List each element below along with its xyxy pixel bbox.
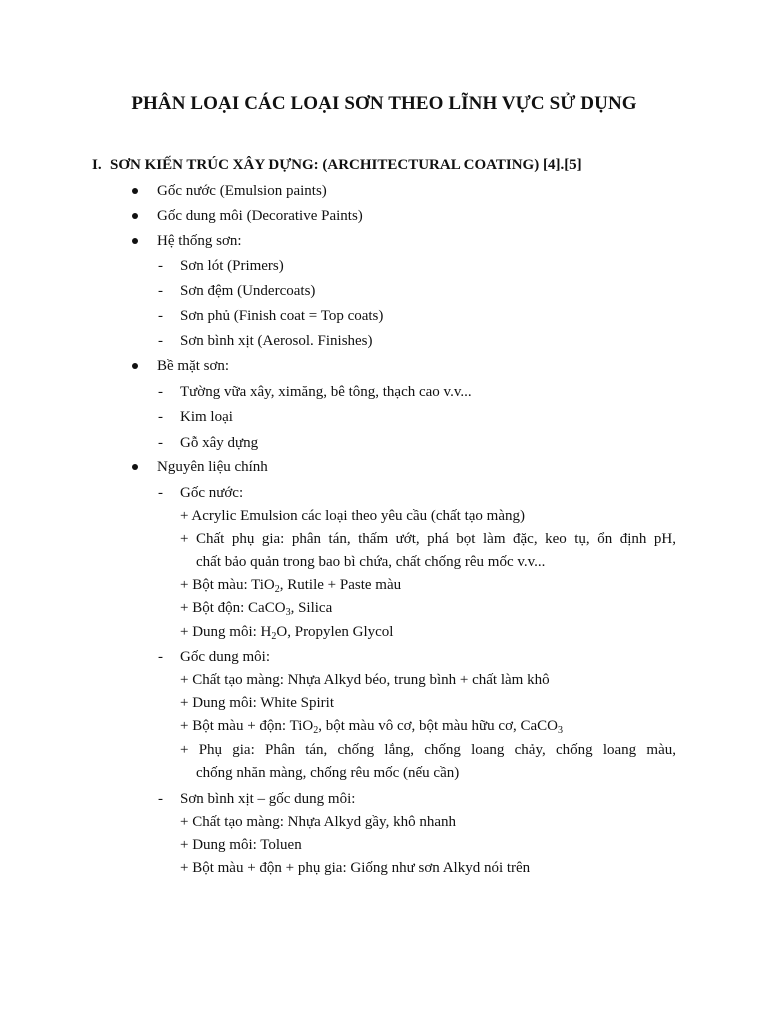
bullet-raw-materials: Nguyên liệu chính bbox=[157, 459, 268, 475]
solvent-additives-cont: chống nhăn màng, chống rêu mốc (nếu cần) bbox=[196, 765, 460, 781]
surface-wood: Gỗ xây dựng bbox=[180, 435, 259, 451]
page-title: PHÂN LOẠI CÁC LOẠI SƠN THEO LĨNH VỰC SỬ DỤNG bbox=[131, 93, 637, 114]
water-solvent: + Dung môi: $H_2O$, Propylen Glycol bbox=[180, 624, 394, 642]
dash-marker: - bbox=[158, 409, 163, 425]
section-heading bbox=[92, 157, 582, 174]
bullet-water-based: Gốc nước (Emulsion paints) bbox=[157, 183, 327, 199]
surface-masonry: Tường vữa xây, ximăng, bê tông, thạch cao v.v... bbox=[180, 384, 472, 400]
bullet-icon bbox=[132, 213, 138, 219]
dash-marker: - bbox=[158, 258, 163, 274]
dash-marker: - bbox=[158, 308, 163, 324]
aerosol-binder: + Chất tạo màng: Nhựa Alkyd gầy, khô nhanh bbox=[180, 814, 456, 830]
water-pigment: + Bột màu: TiO$_2$, Rutile + Paste màu bbox=[180, 577, 402, 595]
solvent-white-spirit: + Dung môi: White Spirit bbox=[180, 695, 335, 711]
bullet-icon bbox=[132, 363, 138, 369]
dash-marker: - bbox=[158, 791, 163, 807]
dash-marker: - bbox=[158, 485, 163, 501]
system-undercoats: Sơn đệm (Undercoats) bbox=[180, 283, 316, 299]
aerosol-toluene: + Dung môi: Toluen bbox=[180, 837, 302, 853]
solvent-label: Gốc dung môi: bbox=[180, 649, 270, 665]
water-filler: + Bột độn: CaCO$_3$, Silica bbox=[180, 600, 333, 618]
system-aerosol: Sơn bình xịt (Aerosol. Finishes) bbox=[180, 333, 373, 349]
water-label: Gốc nước: bbox=[180, 485, 244, 501]
dash-marker: - bbox=[158, 435, 163, 451]
dash-marker: - bbox=[158, 333, 163, 349]
bullet-icon bbox=[132, 238, 138, 244]
bullet-solvent-based: Gốc dung môi (Decorative Paints) bbox=[157, 208, 363, 224]
solvent-pigment: + Bột màu + độn: TiO$_2$, bột màu vô cơ, bột màu hữu cơ, CaCO$_3$ bbox=[180, 718, 563, 736]
bullet-surface: Bề mặt sơn: bbox=[157, 358, 230, 374]
dash-marker: - bbox=[158, 283, 163, 299]
solvent-additives: + Phụ gia: Phân tán, chống lắng, chống loang chảy, chống loang màu, bbox=[180, 742, 676, 758]
aerosol-pigment: + Bột màu + độn + phụ gia: Giống như sơn Alkyd nói trên bbox=[180, 860, 531, 876]
bullet-icon bbox=[132, 188, 138, 194]
system-primers: Sơn lót (Primers) bbox=[180, 258, 284, 274]
dash-marker: - bbox=[158, 649, 163, 665]
bullet-icon bbox=[132, 464, 138, 470]
solvent-binder: + Chất tạo màng: Nhựa Alkyd béo, trung bình + chất làm khô bbox=[180, 672, 550, 688]
aerosol-label: Sơn bình xịt – gốc dung môi: bbox=[180, 791, 356, 807]
section-number: I. bbox=[92, 157, 102, 173]
section-title: SƠN KIẾN TRÚC XÂY DỰNG: (ARCHITECTURAL COATING) [4].[5] bbox=[110, 157, 582, 173]
bullet-paint-system: Hệ thống sơn: bbox=[157, 233, 242, 249]
surface-metal: Kim loại bbox=[180, 409, 233, 425]
water-additives-cont: chất bảo quản trong bao bì chứa, chất chống rêu mốc v.v... bbox=[196, 554, 546, 570]
dash-marker: - bbox=[158, 384, 163, 400]
water-acrylic: + Acrylic Emulsion các loại theo yêu cầu (chất tạo màng) bbox=[180, 508, 525, 524]
system-top-coats: Sơn phủ (Finish coat = Top coats) bbox=[180, 308, 384, 324]
water-additives: + Chất phụ gia: phân tán, thấm ướt, phá bọt làm đặc, keo tụ, ổn định pH, bbox=[180, 531, 676, 547]
